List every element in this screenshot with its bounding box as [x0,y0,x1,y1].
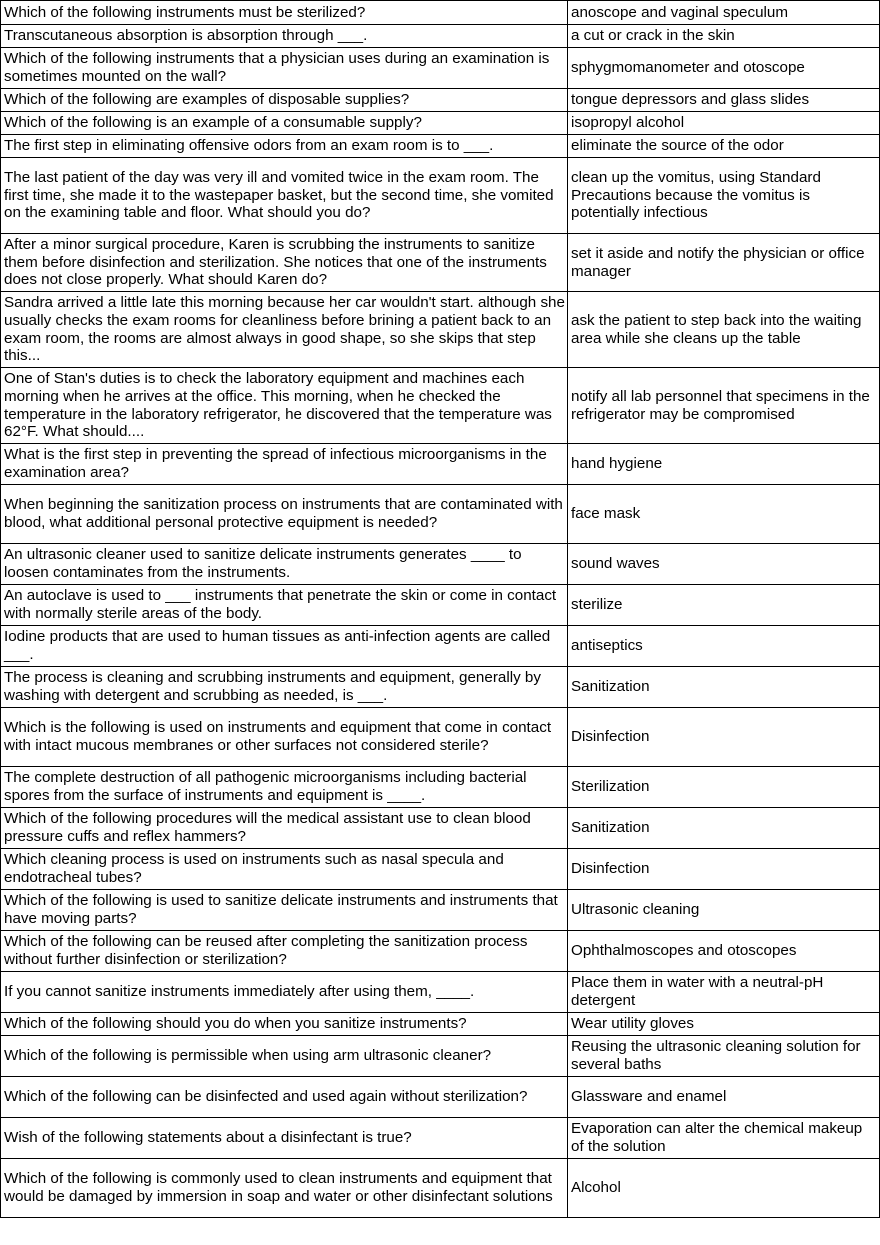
question-cell: After a minor surgical procedure, Karen is scrubbing the instruments to sanitize them before disinfection and sterilization. She notices that one of the instruments does not close properly. What should Karen do? [1,234,568,292]
answer-cell: Ultrasonic cleaning [568,890,880,931]
question-cell: Which of the following is permissible when using arm ultrasonic cleaner? [1,1036,568,1077]
question-cell: Which cleaning process is used on instruments such as nasal specula and endotracheal tubes? [1,849,568,890]
answer-cell: sterilize [568,585,880,626]
flashcard-row [1,444,880,485]
question-cell: The complete destruction of all pathogenic microorganisms including bacterial spores from the surface of instruments and equipment is ____. [1,767,568,808]
flashcard-row [1,1159,880,1218]
question-cell: Which of the following can be reused after completing the sanitization process without further disinfection or sterilization? [1,931,568,972]
flashcard-row [1,1036,880,1077]
answer-cell: sound waves [568,544,880,585]
flashcard-row [1,890,880,931]
answer-cell: Alcohol [568,1159,880,1218]
question-cell: Which of the following procedures will the medical assistant use to clean blood pressure cuffs and reflex hammers? [1,808,568,849]
flashcard-row [1,135,880,158]
flashcard-row [1,1,880,25]
flashcard-row [1,25,880,48]
answer-cell: sphygmomanometer and otoscope [568,48,880,89]
flashcard-row [1,808,880,849]
question-cell: What is the first step in preventing the spread of infectious microorganisms in the examination area? [1,444,568,485]
flashcard-row [1,931,880,972]
answer-cell: a cut or crack in the skin [568,25,880,48]
flashcard-row [1,544,880,585]
answer-cell: Place them in water with a neutral-pH detergent [568,972,880,1013]
flashcard-row [1,89,880,112]
answer-cell: Wear utility gloves [568,1013,880,1036]
flashcard-row [1,708,880,767]
question-cell: Which is the following is used on instruments and equipment that come in contact with intact mucous membranes or other surfaces not considered sterile? [1,708,568,767]
answer-cell: Disinfection [568,708,880,767]
flashcard-row [1,112,880,135]
question-cell: Which of the following instruments that a physician uses during an examination is sometimes mounted on the wall? [1,48,568,89]
answer-cell: antiseptics [568,626,880,667]
question-cell: An autoclave is used to ___ instruments that penetrate the skin or come in contact with normally sterile areas of the body. [1,585,568,626]
flashcard-row [1,368,880,444]
answer-cell: Evaporation can alter the chemical makeup of the solution [568,1118,880,1159]
question-cell: The first step in eliminating offensive odors from an exam room is to ___. [1,135,568,158]
question-cell: Sandra arrived a little late this morning because her car wouldn't start. although she usually checks the exam rooms for cleanliness before brining a patient back to an exam room, the rooms are almost always in good shape, so she skips that step this... [1,292,568,368]
question-cell: When beginning the sanitization process on instruments that are contaminated with blood, what additional personal protective equipment is needed? [1,485,568,544]
flashcard-row [1,1077,880,1118]
question-cell: Which of the following are examples of disposable supplies? [1,89,568,112]
question-cell: Which of the following is an example of a consumable supply? [1,112,568,135]
flashcard-rows [1,1,880,1218]
answer-cell: ask the patient to step back into the waiting area while she cleans up the table [568,292,880,368]
answer-cell: Reusing the ultrasonic cleaning solution for several baths [568,1036,880,1077]
flashcard-row [1,1013,880,1036]
answer-cell: Sanitization [568,808,880,849]
flashcard-row [1,849,880,890]
flashcard-row [1,485,880,544]
flashcard-row [1,234,880,292]
answer-cell: set it aside and notify the physician or office manager [568,234,880,292]
flashcard-row [1,48,880,89]
answer-cell: Glassware and enamel [568,1077,880,1118]
question-cell: One of Stan's duties is to check the laboratory equipment and machines each morning when he arrives at the office. This morning, when he checked the temperature in the laboratory refrigerator, he discovered that the temperature was 62°F. What should.... [1,368,568,444]
answer-cell: tongue depressors and glass slides [568,89,880,112]
flashcard-row [1,1118,880,1159]
answer-cell: Ophthalmoscopes and otoscopes [568,931,880,972]
flashcard-row [1,585,880,626]
flashcard-row [1,626,880,667]
question-cell: Which of the following can be disinfected and used again without sterilization? [1,1077,568,1118]
answer-cell: Disinfection [568,849,880,890]
answer-cell: Sterilization [568,767,880,808]
question-cell: Which of the following instruments must be sterilized? [1,1,568,25]
flashcard-row [1,158,880,234]
answer-cell: clean up the vomitus, using Standard Precautions because the vomitus is potentially infectious [568,158,880,234]
answer-cell: face mask [568,485,880,544]
question-cell: If you cannot sanitize instruments immediately after using them, ____. [1,972,568,1013]
flashcard-row [1,972,880,1013]
answer-cell: hand hygiene [568,444,880,485]
question-cell: Wish of the following statements about a disinfectant is true? [1,1118,568,1159]
question-cell: An ultrasonic cleaner used to sanitize delicate instruments generates ____ to loosen contaminates from the instruments. [1,544,568,585]
question-cell: Which of the following is commonly used to clean instruments and equipment that would be damaged by immersion in soap and water or other disinfectant solutions [1,1159,568,1218]
answer-cell: anoscope and vaginal speculum [568,1,880,25]
flashcard-row [1,667,880,708]
question-cell: The process is cleaning and scrubbing instruments and equipment, generally by washing with detergent and scrubbing as needed, is ___. [1,667,568,708]
flashcard-row [1,292,880,368]
question-cell: The last patient of the day was very ill and vomited twice in the exam room. The first time, she made it to the wastepaper basket, but the second time, she vomited on the examining table and floor. What should you do? [1,158,568,234]
question-cell: Iodine products that are used to human tissues as anti-infection agents are called ___. [1,626,568,667]
question-cell: Which of the following is used to sanitize delicate instruments and instruments that have moving parts? [1,890,568,931]
question-cell: Which of the following should you do when you sanitize instruments? [1,1013,568,1036]
question-cell: Transcutaneous absorption is absorption through ___. [1,25,568,48]
answer-cell: Sanitization [568,667,880,708]
answer-cell: eliminate the source of the odor [568,135,880,158]
flashcard-row [1,767,880,808]
answer-cell: notify all lab personnel that specimens in the refrigerator may be compromised [568,368,880,444]
answer-cell: isopropyl alcohol [568,112,880,135]
